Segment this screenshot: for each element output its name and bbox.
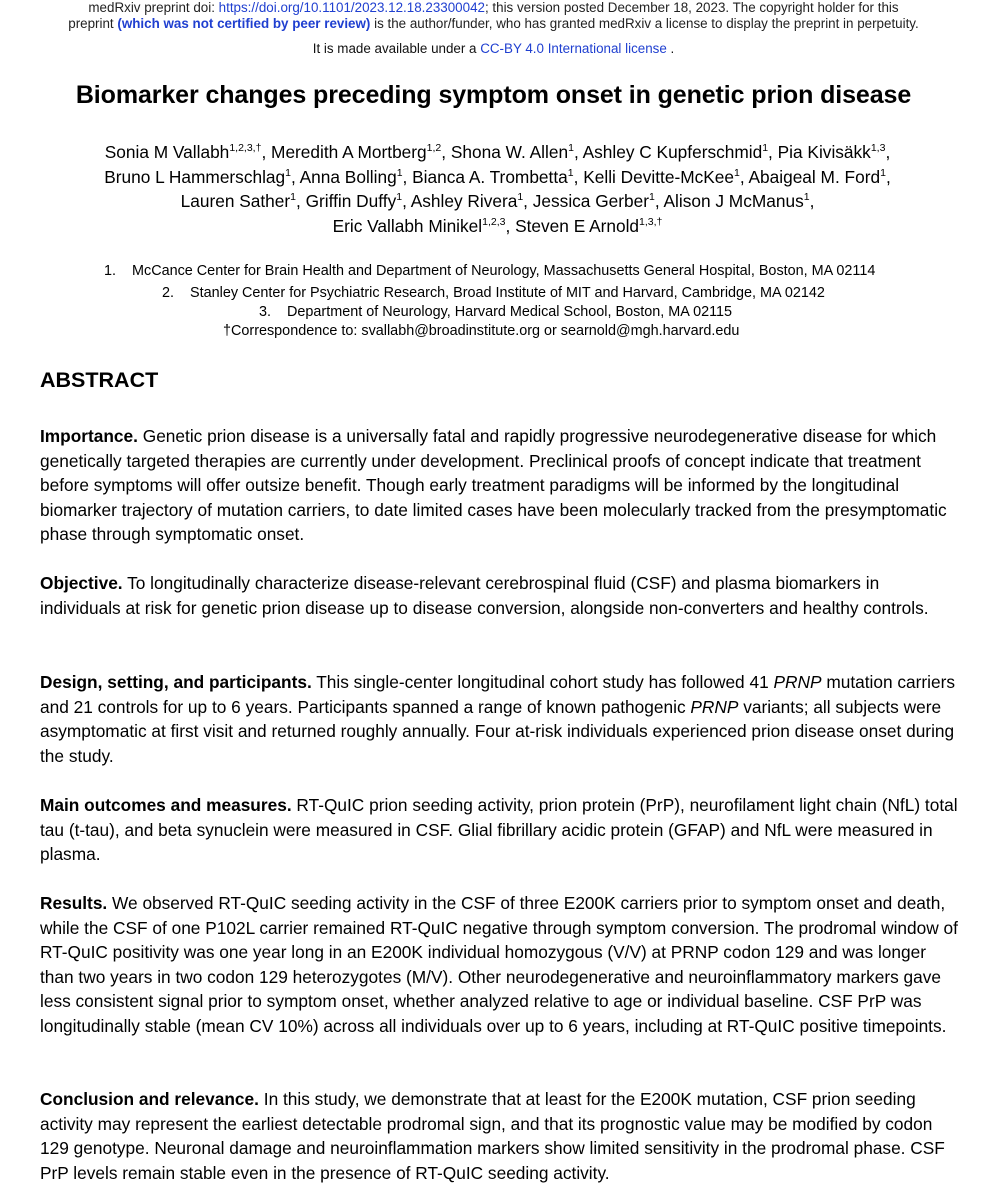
- doi-link[interactable]: https://doi.org/10.1101/2023.12.18.23300042: [218, 0, 485, 15]
- author-affiliation-marker: 1,2: [426, 142, 442, 154]
- affiliation-2: 2. Stanley Center for Psychiatric Research, Broad Institute of MIT and Harvard, Cambridge, MA 02142: [162, 285, 825, 301]
- author-separator: ,: [573, 166, 584, 187]
- abstract-heading: ABSTRACT: [40, 368, 159, 392]
- author-name: Abaigeal M. Ford: [748, 166, 881, 187]
- author-name: Kelli Devitte-McKee: [583, 166, 734, 187]
- affiliation-1: 1. McCance Center for Brain Health and Department of Neurology, Massachusetts General Hospital, Boston, MA 02114: [104, 263, 876, 279]
- author-name: Alison J McManus: [663, 191, 804, 212]
- author-name: Ashley Rivera: [410, 191, 518, 212]
- author-separator: ,: [768, 142, 778, 162]
- author-separator: ,: [261, 142, 272, 162]
- author-separator: ,: [296, 191, 306, 212]
- author-name: Eric Vallabh Minikel: [332, 215, 483, 236]
- paper-title: Biomarker changes preceding symptom onset in genetic prion disease: [75, 81, 912, 109]
- author-name: Jessica Gerber: [532, 191, 649, 212]
- license-link[interactable]: CC-BY 4.0 International license: [480, 41, 667, 56]
- banner-line-2: preprint (which was not certified by peer review) is the author/funder, who has granted medRxiv a license to display the preprint in perpetuity.: [68, 15, 919, 31]
- peer-review-link[interactable]: (which was not certified by peer review): [117, 15, 371, 31]
- author-affiliation-marker: 1,3,†: [639, 215, 663, 228]
- author-affiliation-marker: 1,3: [870, 142, 886, 154]
- author-name: Sonia M Vallabh: [104, 142, 230, 162]
- author-affiliation-marker: 1: [649, 191, 655, 204]
- author-affiliation-marker: 1: [285, 166, 291, 179]
- author-separator: ,: [885, 142, 891, 162]
- preprint-banner: [0, 0, 987, 31]
- author-separator: ,: [523, 191, 533, 212]
- author-affiliation-marker: 1: [396, 191, 403, 204]
- abstract-conclusion: Conclusion and relevance. In this study, we demonstrate that at least for the E200K mutation, CSF prion seeding activity may represent the earliest detectable prodromal sign, and that its prognostic value may be modified by codon 129 genotype. Neuronal damage and neuroinflammation markers show limited sensitivity in the prodromal phase. CSF PrP levels remain stable even in the presence of RT-QuIC seeding activity.: [40, 1089, 945, 1183]
- author-separator: ,: [441, 142, 451, 162]
- author-name: Ashley C Kupferschmid: [582, 142, 763, 162]
- affiliation-3: 3. Department of Neurology, Harvard Medical School, Boston, MA 02115: [259, 304, 733, 320]
- author-name: Bianca A. Trombetta: [412, 166, 568, 187]
- author-affiliation-marker: 1: [567, 166, 574, 179]
- abstract-results: Results. We observed RT-QuIC seeding activity in the CSF of three E200K carriers prior to symptom onset and death, while the CSF of one P102L carrier remained RT-QuIC negative through symptom conversion. The prodromal window of RT-QuIC positivity was one year long in an E200K individual homozygous (V/V) at PRNP codon 129 and was longer than two years in two codon 129 heterozygotes (M/V). Other neurodegenerative and neuroinflammatory markers gave less consistent signal prior to symptom onset, whether analyzed relative to age or individual baseline. CSF PrP was longitudinally stable (mean CV 10%) across all individuals over up to 6 years, including at RT-QuIC positive timepoints.: [40, 893, 958, 1036]
- author-affiliation-marker: 1,2,3: [482, 215, 506, 228]
- author-separator: ,: [402, 166, 413, 187]
- author-separator: ,: [654, 191, 664, 212]
- author-name: Shona W. Allen: [450, 142, 569, 162]
- banner-line-1: medRxiv preprint doi: https://doi.org/10.1101/2023.12.18.23300042; this version posted December 18, 2023. The copyright holder for this: [88, 0, 899, 15]
- abstract-importance: Importance. Genetic prion disease is a universally fatal and rapidly progressive neurodegenerative disease for which genetically targeted therapies are currently under development. Preclinical proofs of concept indicate that treatment before symptoms will offer outsize benefit. Though early treatment paradigms will be informed by the longitudinal biomarker trajectory of mutation carriers, to date limited cases have been molecularly tracked from the presymptomatic phase through symptomatic onset.: [40, 426, 947, 545]
- author-separator: ,: [290, 166, 300, 187]
- author-separator: ,: [505, 215, 516, 236]
- author-separator: ,: [573, 142, 583, 162]
- author-affiliation-marker: 1: [517, 191, 524, 204]
- author-list: [60, 140, 935, 238]
- abstract-design: Design, setting, and participants. This single-center longitudinal cohort study has followed 41 PRNP mutation carriers and 21 controls for up to 6 years. Participants spanned a range of known pathogenic PRNP variants; all subjects were asymptomatic at first visit and returned roughly annually. Four at-risk individuals experienced prion disease onset during the study.: [40, 672, 956, 766]
- author-name: Lauren Sather: [180, 191, 291, 212]
- author-separator: ,: [739, 166, 749, 187]
- author-affiliation-marker: 1: [762, 142, 769, 154]
- author-affiliation-marker: 1: [880, 166, 886, 179]
- author-affiliation-marker: 1: [568, 142, 574, 154]
- author-affiliation-marker: 1: [290, 191, 296, 204]
- author-name: Steven E Arnold: [515, 215, 640, 236]
- author-name: Anna Bolling: [299, 166, 397, 187]
- author-separator: ,: [402, 191, 411, 212]
- author-affiliation-marker: 1,2,3,†: [229, 142, 262, 154]
- author-name: Griffin Duffy: [305, 191, 397, 212]
- author-name: Meredith A Mortberg: [271, 142, 427, 162]
- correspondence: †Correspondence to: svallabh@broadinstitute.org or searnold@mgh.harvard.edu: [223, 323, 740, 339]
- author-separator: ,: [885, 166, 891, 187]
- author-affiliation-marker: 1: [734, 166, 740, 179]
- author-affiliation-marker: 1: [396, 166, 403, 179]
- author-separator: ,: [809, 191, 815, 212]
- author-name: Bruno L Hammerschlag: [104, 166, 286, 187]
- abstract-objective: Objective. To longitudinally characterize disease-relevant cerebrospinal fluid (CSF) and plasma biomarkers in individuals at risk for genetic prion disease up to disease conversion, alongside non-converters and healthy controls.: [40, 573, 929, 618]
- author-name: Pia Kivisäkk: [777, 142, 871, 162]
- license-notice: It is made available under a CC-BY 4.0 International license .: [312, 41, 675, 56]
- author-affiliation-marker: 1: [803, 191, 810, 204]
- abstract-outcomes: Main outcomes and measures. RT-QuIC prion seeding activity, prion protein (PrP), neurofilament light chain (NfL) total tau (t-tau), and beta synuclein were measured in CSF. Glial fibrillary acidic protein (GFAP) and NfL were measured in plasma.: [40, 795, 958, 865]
